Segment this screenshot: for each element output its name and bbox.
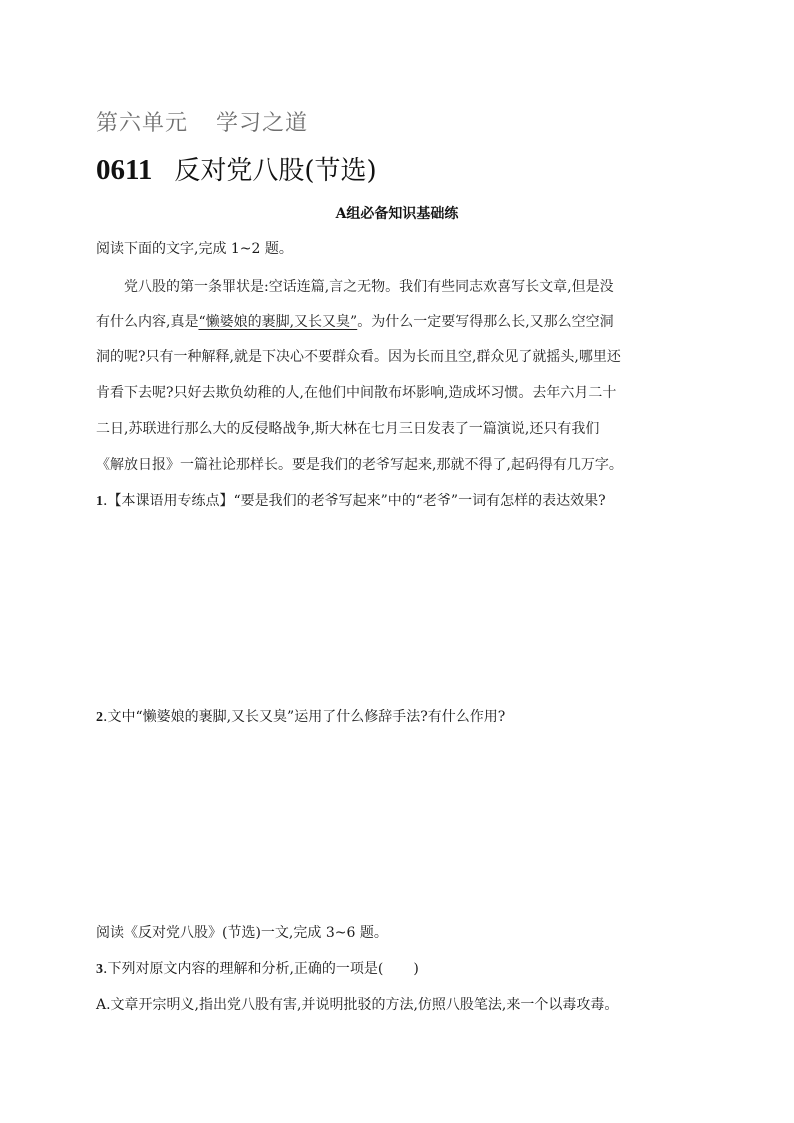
passage-line-4: 肯看下去呢?只好去欺负幼稚的人,在他们中间散布坏影响,造成坏习惯。去年六月二十 xyxy=(96,385,617,401)
passage-quote: “懒婆娘的裹脚,又长又臭” xyxy=(198,314,358,330)
passage-line-2-b: 。为什么一定要写得那么长,又那么空空洞 xyxy=(357,314,614,330)
question-1-text: .【本课语用专练点】“要是我们的老爷写起来”中的“老爷”一词有怎样的表达效果? xyxy=(103,493,606,509)
lesson-title-text: 反对党八股(节选) xyxy=(174,156,377,186)
question-2 xyxy=(96,706,505,726)
unit-topic: 学习之道 xyxy=(216,111,309,136)
question-2-text: .文中“懒婆娘的裹脚,又长又臭”运用了什么修辞手法?有什么作用? xyxy=(103,709,506,725)
passage-line-3: 洞的呢?只有一种解释,就是下决心不要群众看。因为长而且空,群众见了就摇头,哪里还 xyxy=(96,349,621,365)
passage-line-2 xyxy=(96,311,696,331)
unit-heading xyxy=(96,106,308,137)
lesson-number: 0611 xyxy=(96,154,153,186)
passage-line-2-a: 有什么内容,真是 xyxy=(96,314,199,330)
passage-line-1: 党八股的第一条罪状是:空话连篇,言之无物。我们有些同志欢喜写长文章,但是没 xyxy=(124,279,614,295)
passage-line-6: 《解放日报》一篇社论那样长。要是我们的老爷写起来,那就不得了,起码得有几万字。 xyxy=(96,457,623,473)
unit-label: 第六单元 xyxy=(96,111,189,136)
instruction-2: 阅读《反对党八股》(节选)一文,完成 3~6 题。 xyxy=(96,925,388,941)
question-2-number: 2 xyxy=(96,710,103,725)
question-3-close: ) xyxy=(413,961,419,977)
instruction-1: 阅读下面的文字,完成 1~2 题。 xyxy=(96,241,293,257)
group-title: A组必备知识基础练 xyxy=(335,206,459,222)
passage-line-5: 二日,苏联进行那么大的反侵略战争,斯大林在七月三日发表了一篇演说,还只有我们 xyxy=(96,421,600,437)
question-3-number: 3 xyxy=(96,962,103,977)
question-3 xyxy=(96,958,419,978)
lesson-title xyxy=(96,150,377,187)
question-3-text: .下列对原文内容的理解和分析,正确的一项是( xyxy=(103,961,384,977)
option-a: A.文章开宗明义,指出党八股有害,并说明批驳的方法,仿照八股笔法,来一个以毒攻毒。 xyxy=(96,997,619,1013)
question-1-number: 1 xyxy=(96,494,103,509)
question-1 xyxy=(96,490,606,510)
